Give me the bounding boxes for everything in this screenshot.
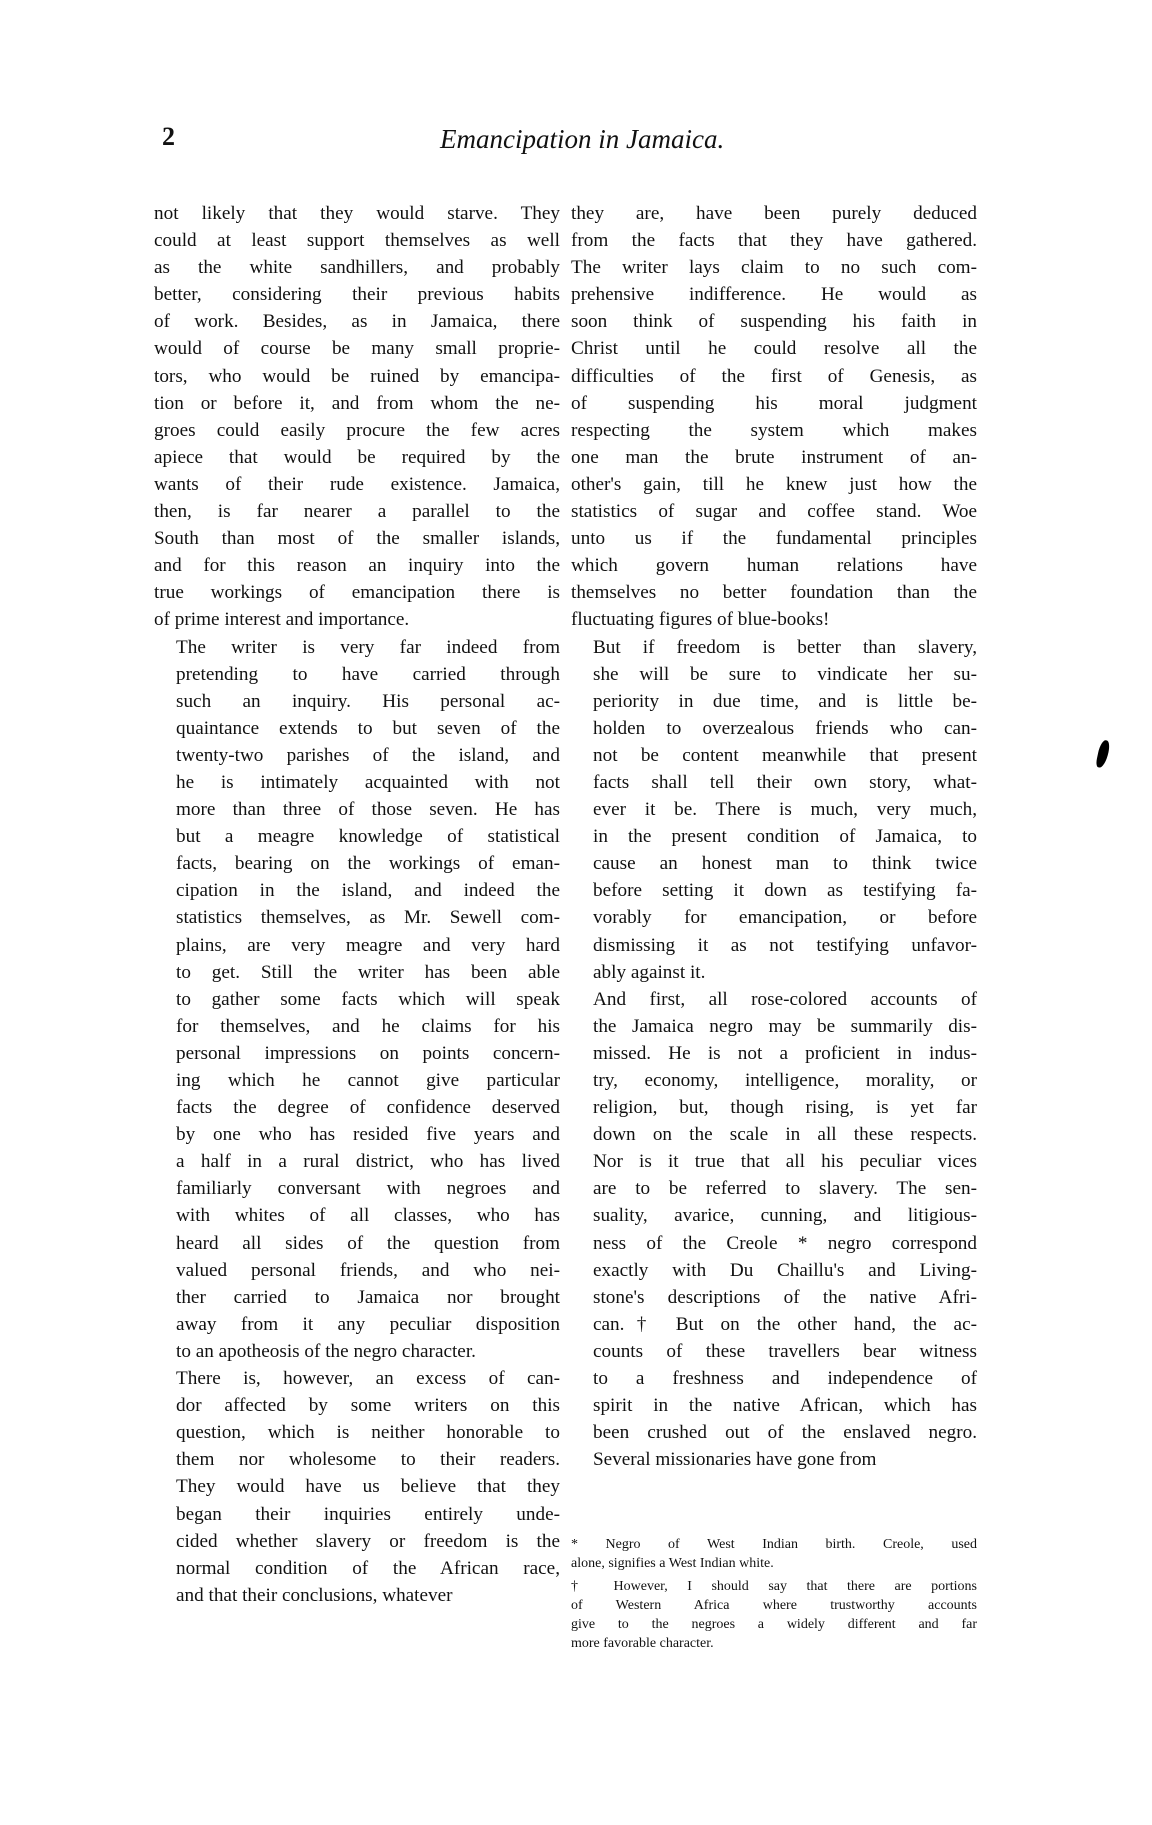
text-line: to a freshness and independence of: [593, 1368, 977, 1390]
text-line: Nor is it true that all his peculiar vices: [593, 1151, 977, 1173]
text-line: missed. He is not a proficient in indus-: [593, 1042, 977, 1064]
text-line: unto us if the fundamental principles: [571, 528, 977, 550]
text-line: give to the negroes a widely different and far: [571, 1617, 977, 1632]
text-line: difficulties of the first of Genesis, as: [571, 365, 977, 387]
text-line: been crushed out of the enslaved negro.: [593, 1422, 977, 1444]
text-line: more than three of those seven. He has: [176, 799, 560, 821]
text-line: themselves no better foundation than the: [571, 582, 977, 604]
text-line: to an apotheosis of the negro character.: [176, 1340, 476, 1362]
text-line: plains, are very meagre and very hard: [176, 934, 560, 956]
text-line: can.† But on the other hand, the ac-: [593, 1313, 977, 1335]
text-line: valued personal friends, and who nei-: [176, 1259, 560, 1281]
text-line: she will be sure to vindicate her su-: [593, 663, 977, 685]
text-line: and that their conclusions, whatever: [176, 1584, 453, 1606]
paragraph: [571, 986, 977, 1474]
text-line: of suspending his moral judgment: [571, 392, 977, 414]
footnotes: [571, 1535, 977, 1657]
text-line: periority in due time, and is little be-: [593, 690, 977, 712]
text-line: before setting it down as testifying fa-: [593, 880, 977, 902]
text-line: facts, bearing on the workings of eman-: [176, 853, 560, 875]
text-line: Christ until he could resolve all the: [571, 338, 977, 360]
text-line: other's gain, till he knew just how the: [571, 473, 977, 495]
text-line: they are, have been purely deduced: [571, 203, 977, 224]
right-column: [571, 200, 977, 1473]
page-number: 2: [162, 122, 175, 151]
text-line: But if freedom is better than slavery,: [593, 636, 977, 658]
text-line: South than most of the smaller islands,: [154, 528, 560, 550]
text-line: religion, but, though rising, is yet far: [593, 1097, 977, 1119]
text-line: by one who has resided five years and: [176, 1124, 560, 1146]
running-title: Emancipation in Jamaica.: [440, 124, 725, 154]
text-line: prehensive indifference. He would as: [571, 284, 977, 306]
text-line: statistics themselves, as Mr. Sewell com-: [176, 907, 560, 929]
text-line: suality, avarice, cunning, and litigious-: [593, 1205, 977, 1227]
text-line: vorably for emancipation, or before: [593, 907, 977, 929]
text-line: tion or before it, and from whom the ne-: [154, 392, 560, 414]
text-line: alone, signifies a West Indian white.: [571, 1556, 774, 1571]
paragraph: [571, 200, 977, 634]
text-line: such an inquiry. His personal ac-: [176, 690, 560, 712]
text-line: would of course be many small proprie-: [154, 338, 560, 360]
text-line: but a meagre knowledge of statistical: [176, 826, 560, 848]
text-line: of work. Besides, as in Jamaica, there: [154, 311, 560, 333]
text-line: And first, all rose-colored accounts of: [593, 988, 977, 1010]
text-line: cause an honest man to think twice: [593, 853, 977, 875]
text-line: ther carried to Jamaica nor brought: [176, 1286, 560, 1308]
text-line: more favorable character.: [571, 1636, 714, 1651]
text-line: counts of these travellers bear witness: [593, 1340, 977, 1362]
footnote: [571, 1577, 977, 1653]
text-line: try, economy, intelligence, morality, or: [593, 1070, 977, 1091]
text-line: The writer lays claim to no such com-: [571, 257, 977, 279]
text-line: better, considering their previous habits: [154, 284, 560, 306]
text-line: to get. Still the writer has been able: [176, 961, 560, 983]
text-line: wants of their rude existence. Jamaica,: [154, 473, 560, 495]
text-line: down on the scale in all these respects.: [593, 1124, 977, 1146]
text-line: which govern human relations have: [571, 555, 977, 577]
text-line: not likely that they would starve. They: [154, 203, 560, 224]
paragraph: [154, 1365, 560, 1609]
text-line: apiece that would be required by the: [154, 446, 560, 468]
text-line: as the white sandhillers, and probably: [154, 257, 560, 279]
text-line: cided whether slavery or freedom is the: [176, 1530, 560, 1552]
paragraph: [571, 634, 977, 986]
text-line: exactly with Du Chaillu's and Living-: [593, 1259, 977, 1281]
text-line: ever it be. There is much, very much,: [593, 799, 977, 821]
text-line: respecting the system which makes: [571, 419, 977, 441]
text-line: facts shall tell their own story, what-: [593, 771, 977, 793]
text-line: are to be referred to slavery. The sen-: [593, 1178, 977, 1200]
text-line: in the present condition of Jamaica, to: [593, 826, 977, 848]
text-line: with whites of all classes, who has: [176, 1205, 560, 1227]
text-line: question, which is neither honorable to: [176, 1422, 560, 1444]
text-line: away from it any peculiar disposition: [176, 1313, 560, 1335]
text-line: Several missionaries have gone from: [593, 1449, 877, 1471]
ink-blot-mark: [1095, 739, 1111, 768]
text-line: soon think of suspending his faith in: [571, 311, 977, 333]
text-line: facts the degree of confidence deserved: [176, 1097, 560, 1119]
text-line: * Negro of West Indian birth. Creole, used: [571, 1537, 977, 1552]
text-line: could at least support themselves as well: [154, 230, 560, 252]
text-line: ness of the Creole * negro correspond: [593, 1232, 977, 1254]
text-line: There is, however, an excess of can-: [176, 1368, 560, 1390]
text-line: stone's descriptions of the native Afri-: [593, 1286, 977, 1308]
text-line: spirit in the native African, which has: [593, 1395, 977, 1417]
text-line: twenty-two parishes of the island, and: [176, 744, 560, 766]
text-line: from the facts that they have gathered.: [571, 230, 977, 252]
text-line: to gather some facts which will speak: [176, 988, 560, 1010]
text-line: true workings of emancipation there is: [154, 582, 560, 604]
text-line: † However, I should say that there are portions: [571, 1579, 977, 1594]
text-line: pretending to have carried through: [176, 663, 560, 685]
text-line: of prime interest and importance.: [154, 609, 410, 631]
text-line: and for this reason an inquiry into the: [154, 555, 560, 577]
text-line: ing which he cannot give particular: [176, 1070, 560, 1091]
text-line: heard all sides of the question from: [176, 1232, 560, 1254]
text-line: fluctuating figures of blue-books!: [571, 609, 830, 631]
text-line: a half in a rural district, who has lived: [176, 1151, 560, 1173]
text-line: They would have us believe that they: [176, 1476, 560, 1498]
text-line: personal impressions on points concern-: [176, 1042, 560, 1064]
text-line: one man the brute instrument of an-: [571, 446, 977, 468]
text-line: the Jamaica negro may be summarily dis-: [593, 1015, 977, 1037]
text-line: familiarly conversant with negroes and: [176, 1178, 560, 1200]
text-line: ably against it.: [593, 961, 706, 983]
text-line: for themselves, and he claims for his: [176, 1015, 560, 1037]
text-line: normal condition of the African race,: [176, 1557, 560, 1579]
text-line: holden to overzealous friends who can-: [593, 717, 977, 739]
left-column: [154, 200, 560, 1609]
text-line: tors, who would be ruined by emancipa-: [154, 365, 560, 387]
text-line: groes could easily procure the few acres: [154, 419, 560, 441]
footnote: [571, 1535, 977, 1573]
text-line: of Western Africa where trustworthy accounts: [571, 1598, 977, 1613]
text-line: not be content meanwhile that present: [593, 744, 977, 766]
text-line: he is intimately acquainted with not: [176, 771, 560, 793]
text-line: dor affected by some writers on this: [176, 1395, 560, 1417]
text-line: them nor wholesome to their readers.: [176, 1449, 560, 1471]
text-line: then, is far nearer a parallel to the: [154, 501, 560, 523]
text-line: statistics of sugar and coffee stand. Woe: [571, 501, 977, 523]
paragraph: [154, 200, 560, 634]
text-line: The writer is very far indeed from: [176, 636, 560, 658]
text-line: dismissing it as not testifying unfavor-: [593, 934, 977, 956]
text-line: quaintance extends to but seven of the: [176, 717, 560, 739]
paragraph: [154, 634, 560, 1366]
text-line: cipation in the island, and indeed the: [176, 880, 560, 902]
text-line: began their inquiries entirely unde-: [176, 1503, 560, 1525]
